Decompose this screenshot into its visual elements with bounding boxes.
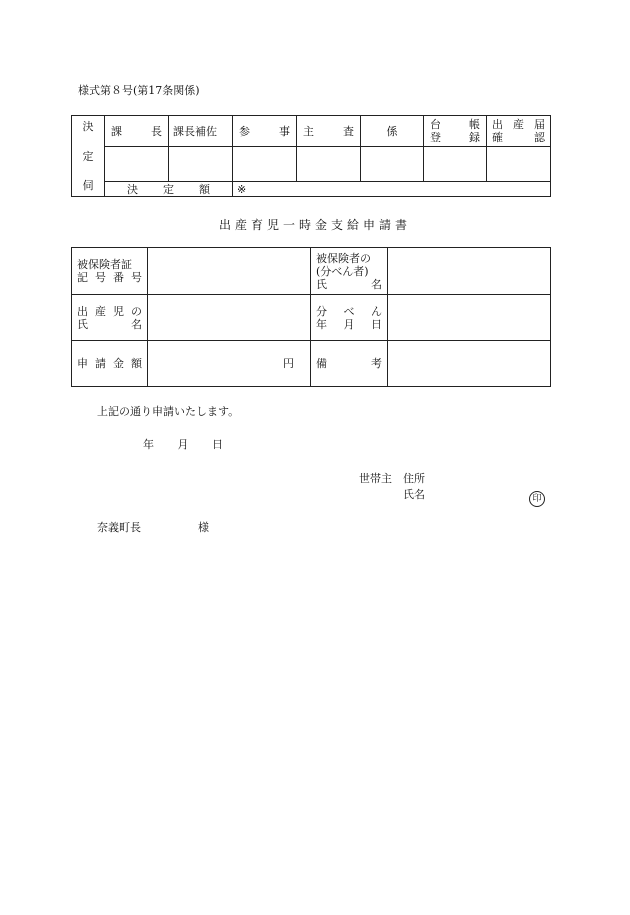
header-chief-inspector bbox=[297, 116, 361, 147]
child-name-field[interactable] bbox=[148, 295, 311, 341]
header-char: 主 bbox=[303, 124, 314, 138]
header-char: 台 bbox=[430, 118, 441, 131]
header-char: 録 bbox=[469, 131, 480, 144]
label-char: 記 bbox=[77, 271, 88, 284]
stamp-box[interactable] bbox=[424, 147, 487, 182]
header-text: 係 bbox=[386, 124, 398, 138]
header-char: 帳 bbox=[469, 118, 480, 131]
label-char: 号 bbox=[131, 271, 142, 284]
name-label: 氏名 bbox=[403, 488, 425, 501]
label-char: 決 bbox=[127, 182, 138, 196]
label-char: 請 bbox=[95, 357, 106, 370]
stamp-box[interactable] bbox=[105, 147, 169, 182]
header-char: 認 bbox=[534, 131, 545, 144]
label-char: 氏 bbox=[316, 277, 327, 291]
header-char: 事 bbox=[279, 124, 290, 138]
label-char: 月 bbox=[343, 317, 355, 331]
stamp-box[interactable] bbox=[487, 147, 551, 182]
header-char: 登 bbox=[430, 131, 441, 144]
label-char: の bbox=[131, 304, 142, 318]
label-line: (分べん者) bbox=[316, 264, 369, 278]
header-char: 確 bbox=[492, 131, 503, 144]
label-char: ん bbox=[371, 304, 382, 318]
application-table bbox=[71, 247, 551, 387]
header-section-chief bbox=[105, 116, 169, 147]
insured-cert-field[interactable] bbox=[148, 248, 311, 295]
label-char: 申 bbox=[77, 357, 88, 370]
insured-cert-label bbox=[72, 248, 148, 295]
label-char: 分 bbox=[316, 304, 327, 318]
label-line: 被保険者の bbox=[316, 251, 371, 265]
label-char: 出 bbox=[77, 304, 88, 318]
label-char: 児 bbox=[113, 304, 124, 318]
header-text: 課長補佐 bbox=[173, 124, 217, 138]
header-char: 長 bbox=[151, 124, 162, 138]
header-assistant-chief bbox=[169, 116, 233, 147]
remarks-field[interactable] bbox=[388, 341, 551, 387]
stamp-box[interactable] bbox=[361, 147, 424, 182]
header-char: 査 bbox=[343, 124, 354, 138]
birth-date-field[interactable] bbox=[388, 295, 551, 341]
address-label: 住所 bbox=[403, 472, 425, 485]
side-char: 決 bbox=[82, 120, 94, 133]
decided-amount-field[interactable] bbox=[233, 182, 551, 197]
header-char: 課 bbox=[111, 124, 122, 138]
label-char: 考 bbox=[371, 357, 382, 370]
requested-amount-field[interactable] bbox=[148, 341, 311, 387]
date-month: 月 bbox=[177, 438, 189, 451]
form-title: 出産育児一時金支給申請書 bbox=[218, 218, 411, 232]
insured-name-field[interactable] bbox=[388, 248, 551, 295]
label-char: 名 bbox=[131, 317, 142, 331]
label-line: 被保険者証 bbox=[77, 258, 132, 271]
label-char: 金 bbox=[113, 357, 124, 370]
label-char: 氏 bbox=[77, 317, 88, 331]
approval-table bbox=[71, 115, 551, 197]
header-counselor bbox=[233, 116, 297, 147]
recipient-town: 奈義町長 bbox=[97, 521, 141, 534]
header-char: 出 bbox=[492, 118, 503, 131]
header-birth-check bbox=[487, 116, 551, 147]
household-head-label: 世帯主 bbox=[359, 472, 392, 485]
date-line bbox=[143, 438, 223, 451]
seal-char: 印 bbox=[529, 491, 545, 507]
label-char: 備 bbox=[316, 357, 327, 370]
remarks-label bbox=[311, 341, 388, 387]
header-char: 産 bbox=[513, 118, 524, 131]
stamp-box[interactable] bbox=[169, 147, 233, 182]
child-name-label bbox=[72, 295, 148, 341]
recipient-honorific: 様 bbox=[198, 521, 209, 534]
label-char: 日 bbox=[371, 317, 382, 331]
label-char: 名 bbox=[371, 277, 382, 291]
yen-unit: 円 bbox=[283, 357, 294, 370]
label-char: 番 bbox=[113, 271, 124, 284]
header-char: 届 bbox=[534, 118, 545, 131]
form-number: 様式第８号(第17条関係) bbox=[78, 84, 200, 97]
header-char: 参 bbox=[239, 124, 250, 138]
approval-side-label bbox=[72, 116, 105, 197]
label-char: べ bbox=[343, 304, 355, 318]
statement: 上記の通り申請いたします。 bbox=[97, 405, 240, 418]
label-char: 年 bbox=[316, 317, 327, 331]
header-ledger bbox=[424, 116, 487, 147]
label-char: 産 bbox=[95, 304, 106, 318]
side-char: 伺 bbox=[82, 179, 94, 192]
label-char: 額 bbox=[131, 357, 142, 370]
amount-mark: ※ bbox=[237, 182, 247, 196]
requested-amount-label bbox=[72, 341, 148, 387]
stamp-box[interactable] bbox=[297, 147, 361, 182]
label-char: 号 bbox=[95, 271, 106, 284]
birth-date-label bbox=[311, 295, 388, 341]
stamp-box[interactable] bbox=[233, 147, 297, 182]
side-char: 定 bbox=[82, 149, 94, 163]
header-staff bbox=[361, 116, 424, 147]
label-char: 定 bbox=[163, 182, 174, 196]
insured-name-label bbox=[311, 248, 388, 295]
label-char: 額 bbox=[199, 182, 210, 196]
date-day: 日 bbox=[212, 438, 223, 451]
decided-amount-label bbox=[105, 182, 233, 197]
date-year: 年 bbox=[143, 438, 154, 451]
seal-icon bbox=[529, 486, 545, 507]
